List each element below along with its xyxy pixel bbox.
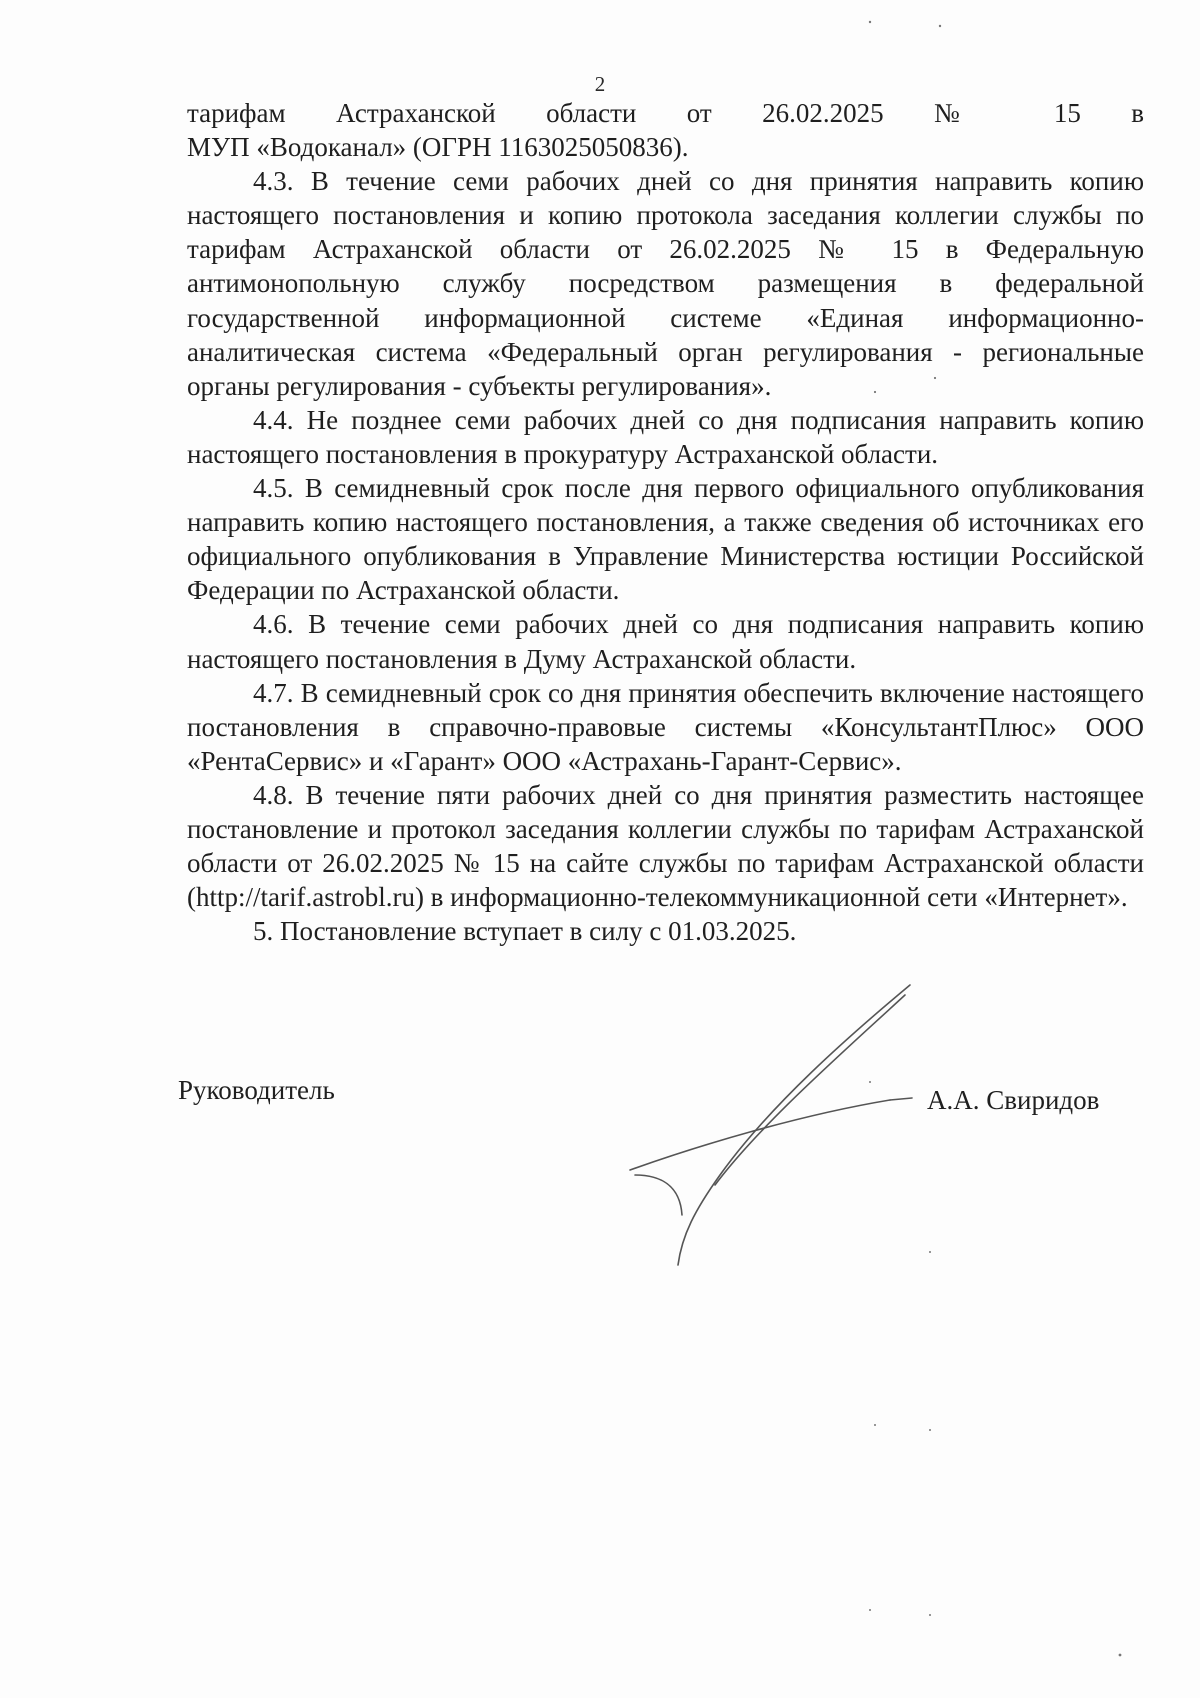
signer-position: Руководитель bbox=[178, 1075, 335, 1105]
paragraph-4-7: 4.7. В семидневный срок со дня принятия обеспечить включение настоящего постановления в справочно-правовые системы «КонсультантПлюс» ООО «РентаСервис» и «Гарант» ООО «Астрахань-Гарант-Сервис». bbox=[187, 677, 1144, 776]
paragraph-4-6: 4.6. В течение семи рабочих дней со дня подписания направить копию настоящего постановления в Думу Астраханской области. bbox=[187, 609, 1144, 674]
paragraph-continuation-end: МУП «Водоканал» (ОГРН 1163025050836). bbox=[187, 132, 689, 163]
paragraph-5: 5. Постановление вступает в силу с 01.03.2025. bbox=[253, 916, 797, 947]
paragraph-4-5: 4.5. В семидневный срок после дня первого официального опубликования направить копию настоящего постановления, а также сведения об источниках его официального опубликования в Управление Министерства юстиции Российской Федерации по Астраханской области. bbox=[187, 473, 1144, 606]
page-number: 2 bbox=[594, 72, 606, 96]
document-body bbox=[187, 96, 1144, 948]
handwritten-signature bbox=[620, 975, 940, 1275]
paragraph-4-3: 4.3. В течение семи рабочих дней со дня принятия направить копию настоящего постановления и копию протокола заседания коллегии службы по тарифам Астраханской области от 26.02.2025 № 15 в Федеральную антимонопольную службу посредством размещения в федеральной государственной информационной системе «Единая информационно-аналитическая система «Федеральный орган регулирования - региональные органы регулирования - субъекты регулирования». bbox=[187, 166, 1144, 401]
paragraph-4-8: 4.8. В течение пяти рабочих дней со дня принятия разместить настоящее постановление и протокол заседания коллегии службы по тарифам Астраханской области от 26.02.2025 № 15 на сайте службы по тарифам Астраханской области (http://tarif.astrobl.ru) в информационно-телекоммуникационной сети «Интернет». bbox=[187, 779, 1144, 913]
signer-name: А.А. Свиридов bbox=[927, 1085, 1100, 1115]
paragraph-4-4: 4.4. Не позднее семи рабочих дней со дня подписания направить копию настоящего постановления в прокуратуру Астраханской области. bbox=[187, 404, 1144, 469]
paragraph-continuation-line: тарифам Астраханской области от 26.02.2025 № 15 в bbox=[187, 98, 1144, 128]
signature-block bbox=[0, 1075, 1200, 1115]
